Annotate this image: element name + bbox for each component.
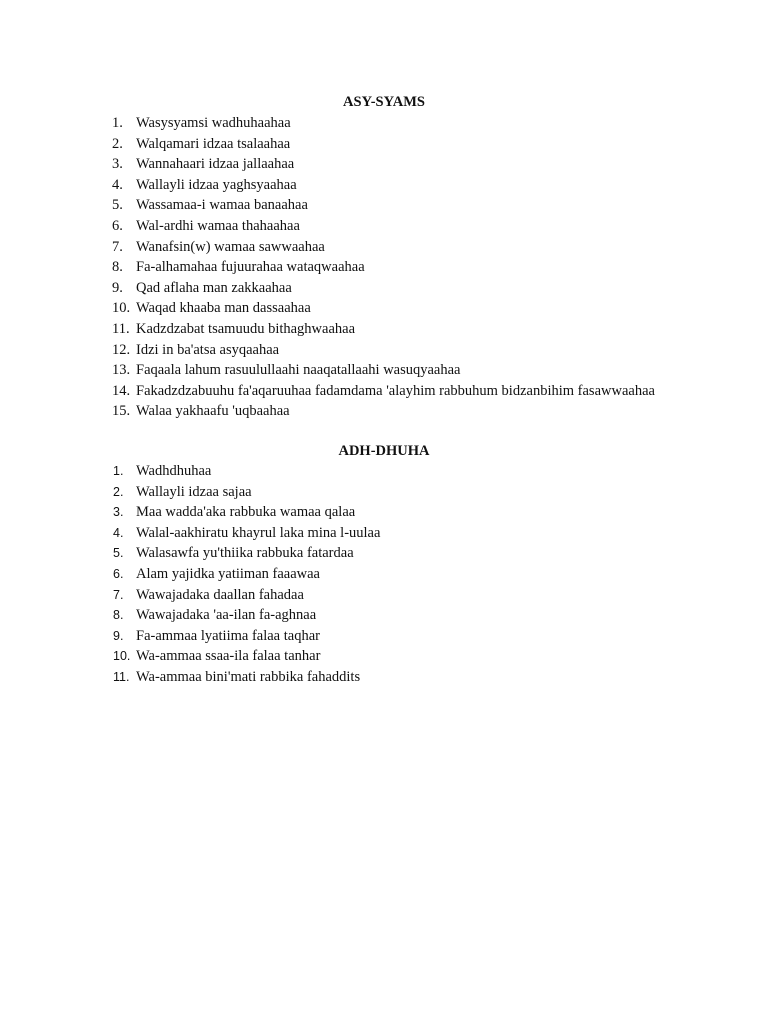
verse-item: [0, 298, 768, 319]
verse-item: [0, 502, 768, 523]
verse-number: 2.: [112, 135, 123, 152]
verse-item: [0, 482, 768, 503]
verse-list: [0, 461, 768, 688]
verse-item: [0, 605, 768, 626]
verse-item: [0, 360, 768, 381]
section-adh-dhuha: [0, 441, 768, 688]
verse-number: 9.: [112, 279, 123, 296]
verse-number: 13.: [112, 362, 131, 379]
verse-number: 14.: [112, 382, 131, 399]
verse-number: 4.: [112, 176, 123, 193]
verse-item: [0, 134, 768, 155]
verse-number: 9.: [113, 628, 124, 643]
verse-text: Faqaala lahum rasuulullaahi naaqatallaahi wasuqyaahaa: [136, 362, 461, 379]
verse-item: [0, 381, 768, 402]
verse-text: Kadzdzabat tsamuudu bithaghwaahaa: [136, 320, 356, 337]
verse-number: 1.: [112, 115, 123, 131]
verse-item: [0, 216, 768, 237]
verse-item: [0, 319, 768, 340]
verse-item: [0, 523, 768, 544]
verse-item: [0, 237, 768, 258]
verse-number: 15.: [112, 403, 131, 420]
verse-item: [0, 401, 768, 422]
verse-item: [0, 195, 768, 216]
section-title: ADH-DHUHA: [338, 443, 430, 459]
verse-number: 1.: [113, 464, 124, 478]
verse-item: [0, 667, 768, 688]
section-asy-syams: [0, 92, 768, 422]
verse-number: 8.: [113, 608, 124, 623]
verse-item: [0, 175, 768, 196]
verse-number: 7.: [113, 587, 124, 602]
verse-text: Idzi in ba'atsa asyqaahaa: [136, 341, 280, 358]
verse-number: 5.: [112, 197, 123, 214]
verse-number: 11.: [113, 669, 130, 684]
verse-text: Wa-ammaa ssaa-ila falaa tanhar: [136, 648, 321, 665]
verse-item: [0, 585, 768, 606]
verse-item: [0, 278, 768, 299]
verse-number: 8.: [112, 259, 123, 276]
verse-number: 2.: [113, 484, 124, 499]
verse-item: [0, 257, 768, 278]
verse-item: [0, 113, 768, 134]
verse-item: [0, 564, 768, 585]
verse-text: Wannahaari idzaa jallaahaa: [136, 156, 295, 173]
verse-number: 6.: [112, 217, 123, 234]
verse-number: 3.: [113, 505, 124, 520]
verse-item: [0, 340, 768, 361]
verse-text: Walaa yakhaafu 'uqbaahaa: [136, 403, 290, 420]
verse-item: [0, 154, 768, 175]
verse-text: Alam yajidka yatiiman faaawaa: [136, 565, 320, 582]
verse-number: 4.: [113, 525, 124, 540]
verse-text: Waqad khaaba man dassaahaa: [136, 300, 311, 317]
verse-text: Wallayli idzaa yaghsyaahaa: [136, 176, 297, 193]
verse-list: [0, 113, 768, 422]
verse-text: Wanafsin(w) wamaa sawwaahaa: [136, 238, 325, 255]
verse-text: Wassamaa-i wamaa banaahaa: [136, 197, 308, 214]
verse-item: [0, 543, 768, 564]
verse-text: Qad aflaha man zakkaahaa: [136, 279, 292, 296]
verse-text: Fakadzdzabuuhu fa'aqaruuhaa fadamdama 'alayhim rabbuhum bidzanbihim fasawwaahaa: [136, 382, 655, 399]
verse-number: 5.: [113, 546, 124, 561]
verse-number: 11.: [112, 320, 130, 337]
verse-text: Walasawfa yu'thiika rabbuka fatardaa: [136, 545, 354, 562]
verse-item: [0, 461, 768, 482]
verse-number: 6.: [113, 566, 124, 581]
verse-text: Wawajadaka daallan fahadaa: [136, 586, 304, 603]
section-title: ASY-SYAMS: [343, 94, 425, 110]
verse-text: Wallayli idzaa sajaa: [136, 483, 252, 500]
verse-number: 3.: [112, 156, 123, 173]
verse-text: Wawajadaka 'aa-ilan fa-aghnaa: [136, 607, 317, 624]
verse-text: Wadhdhuhaa: [136, 463, 212, 479]
verse-text: Wasysyamsi wadhuhaahaa: [136, 115, 291, 131]
verse-text: Maa wadda'aka rabbuka wamaa qalaa: [136, 504, 356, 521]
verse-text: Fa-alhamahaa fujuurahaa wataqwaahaa: [136, 259, 365, 276]
verse-number: 10.: [113, 649, 131, 664]
verse-number: 10.: [112, 300, 131, 317]
verse-item: [0, 626, 768, 647]
verse-number: 12.: [112, 341, 131, 358]
verse-text: Wal-ardhi wamaa thahaahaa: [136, 217, 300, 234]
verse-text: Wa-ammaa bini'mati rabbika fahaddits: [136, 668, 361, 685]
verse-text: Fa-ammaa lyatiima falaa taqhar: [136, 627, 320, 644]
verse-text: Walqamari idzaa tsalaahaa: [136, 135, 291, 152]
verse-text: Walal-aakhiratu khayrul laka mina l-uulaa: [136, 524, 381, 541]
verse-number: 7.: [112, 238, 123, 255]
verse-item: [0, 646, 768, 667]
